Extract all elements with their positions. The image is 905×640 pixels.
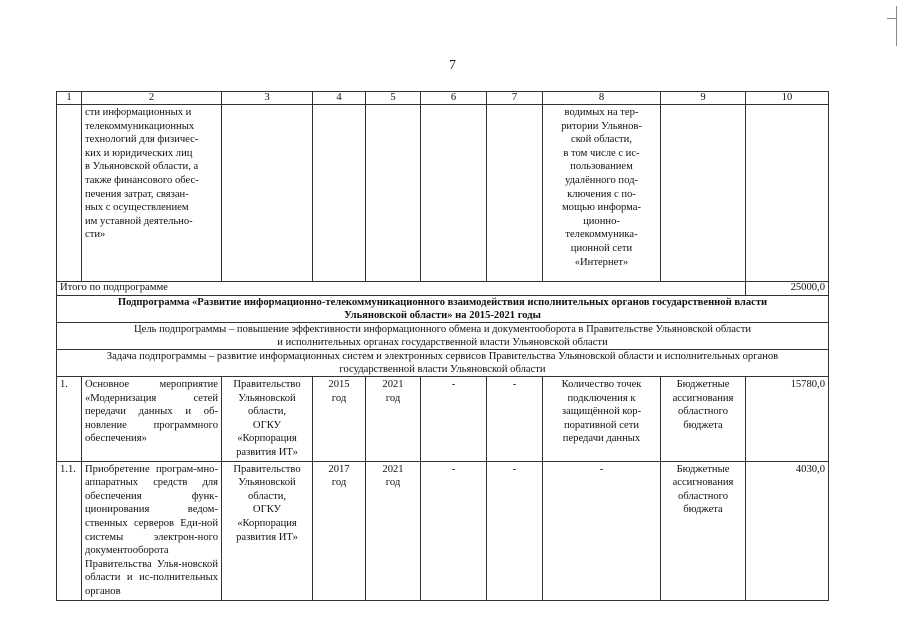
header-cell: 1 <box>57 92 82 105</box>
table-cell <box>222 105 313 282</box>
start-year-cell: 2017 год <box>313 461 366 600</box>
subprogram-title-row <box>57 296 829 323</box>
table-cell <box>366 105 421 282</box>
header-cell: 4 <box>313 92 366 105</box>
table-cell <box>57 105 82 282</box>
table-row-continued <box>57 105 829 282</box>
header-cell: 7 <box>487 92 543 105</box>
amount-cell: 4030,0 <box>746 461 829 600</box>
start-year-cell: 2015 год <box>313 377 366 462</box>
corner-mark <box>896 6 897 46</box>
end-year-cell: 2021 год <box>366 461 421 600</box>
subprogram-title: Подпрограмма «Развитие информационно-телекоммуникационного взаимодействия исполнительных органов государственной власти Ульяновской области» на 2015-2021 годы <box>57 296 829 323</box>
funding-source-cell: Бюджетные ассигнования областного бюджета <box>661 377 746 462</box>
task-row <box>57 350 829 377</box>
corner-mark-tick <box>887 18 897 19</box>
table-row <box>57 377 829 462</box>
header-cell: 2 <box>82 92 222 105</box>
program-table <box>56 91 829 601</box>
header-cell: 8 <box>543 92 661 105</box>
row-number: 1.1. <box>57 461 82 600</box>
table-cell <box>421 105 487 282</box>
amount-cell: 15780,0 <box>746 377 829 462</box>
measure-name-cell: Основное мероприятие «Модернизация сетей передачи данных и об-новление программного обеспечения» <box>82 377 222 462</box>
total-label: Итого по подпрограмме <box>57 282 746 296</box>
measure-name-cell: сти информационных и телекоммуникационных технологий для физичес- ких и юридических лиц в Ульяновской области, а также финансового обес- печения затрат, связан- ных с осуществлением им уставной деятельно- сти» <box>82 105 222 282</box>
table-row <box>57 461 829 600</box>
table-cell: - <box>421 377 487 462</box>
header-cell: 6 <box>421 92 487 105</box>
funding-source-cell: Бюджетные ассигнования областного бюджета <box>661 461 746 600</box>
header-cell: 10 <box>746 92 829 105</box>
total-row <box>57 282 829 296</box>
measure-name-cell: Приобретение програм-мно-аппаратных средств для обеспечения функ-ционирования ведом-ственных серверов Еди-ной системы электрон-ного документооборота Правительства Улья-новской области и ис-полнительных органов <box>82 461 222 600</box>
header-cell: 3 <box>222 92 313 105</box>
header-cell: 5 <box>366 92 421 105</box>
table-cell <box>487 105 543 282</box>
executor-cell: Правительство Ульяновской области, ОГКУ «Корпорация развития ИТ» <box>222 377 313 462</box>
row-number: 1. <box>57 377 82 462</box>
indicator-cell: Количество точек подключения к защищённой кор- поративной сети передачи данных <box>543 377 661 462</box>
goal-row <box>57 323 829 350</box>
table-cell <box>746 105 829 282</box>
total-value: 25000,0 <box>746 282 829 296</box>
table-cell <box>313 105 366 282</box>
header-row <box>57 92 829 105</box>
page-number: 7 <box>449 58 456 73</box>
subprogram-task: Задача подпрограммы – развитие информационных систем и электронных сервисов Правительства Ульяновской области и исполнительных органов государственной власти Ульяновской области <box>57 350 829 377</box>
table-cell: - <box>487 377 543 462</box>
executor-cell: Правительство Ульяновской области, ОГКУ «Корпорация развития ИТ» <box>222 461 313 600</box>
table-cell <box>661 105 746 282</box>
subprogram-goal: Цель подпрограммы – повышение эффективности информационного обмена и документооборота в Правительстве Ульяновской области и исполнительных органах государственной власти Ульяновской области <box>57 323 829 350</box>
indicator-cell: - <box>543 461 661 600</box>
header-cell: 9 <box>661 92 746 105</box>
indicator-cell: водимых на тер- ритории Ульянов- ской области, в том числе с ис- пользованием удалённого под- ключения с по- мощью информа- ционно- телекоммуника- ционной сети «Интернет» <box>543 105 661 282</box>
table-cell: - <box>487 461 543 600</box>
end-year-cell: 2021 год <box>366 377 421 462</box>
table-cell: - <box>421 461 487 600</box>
